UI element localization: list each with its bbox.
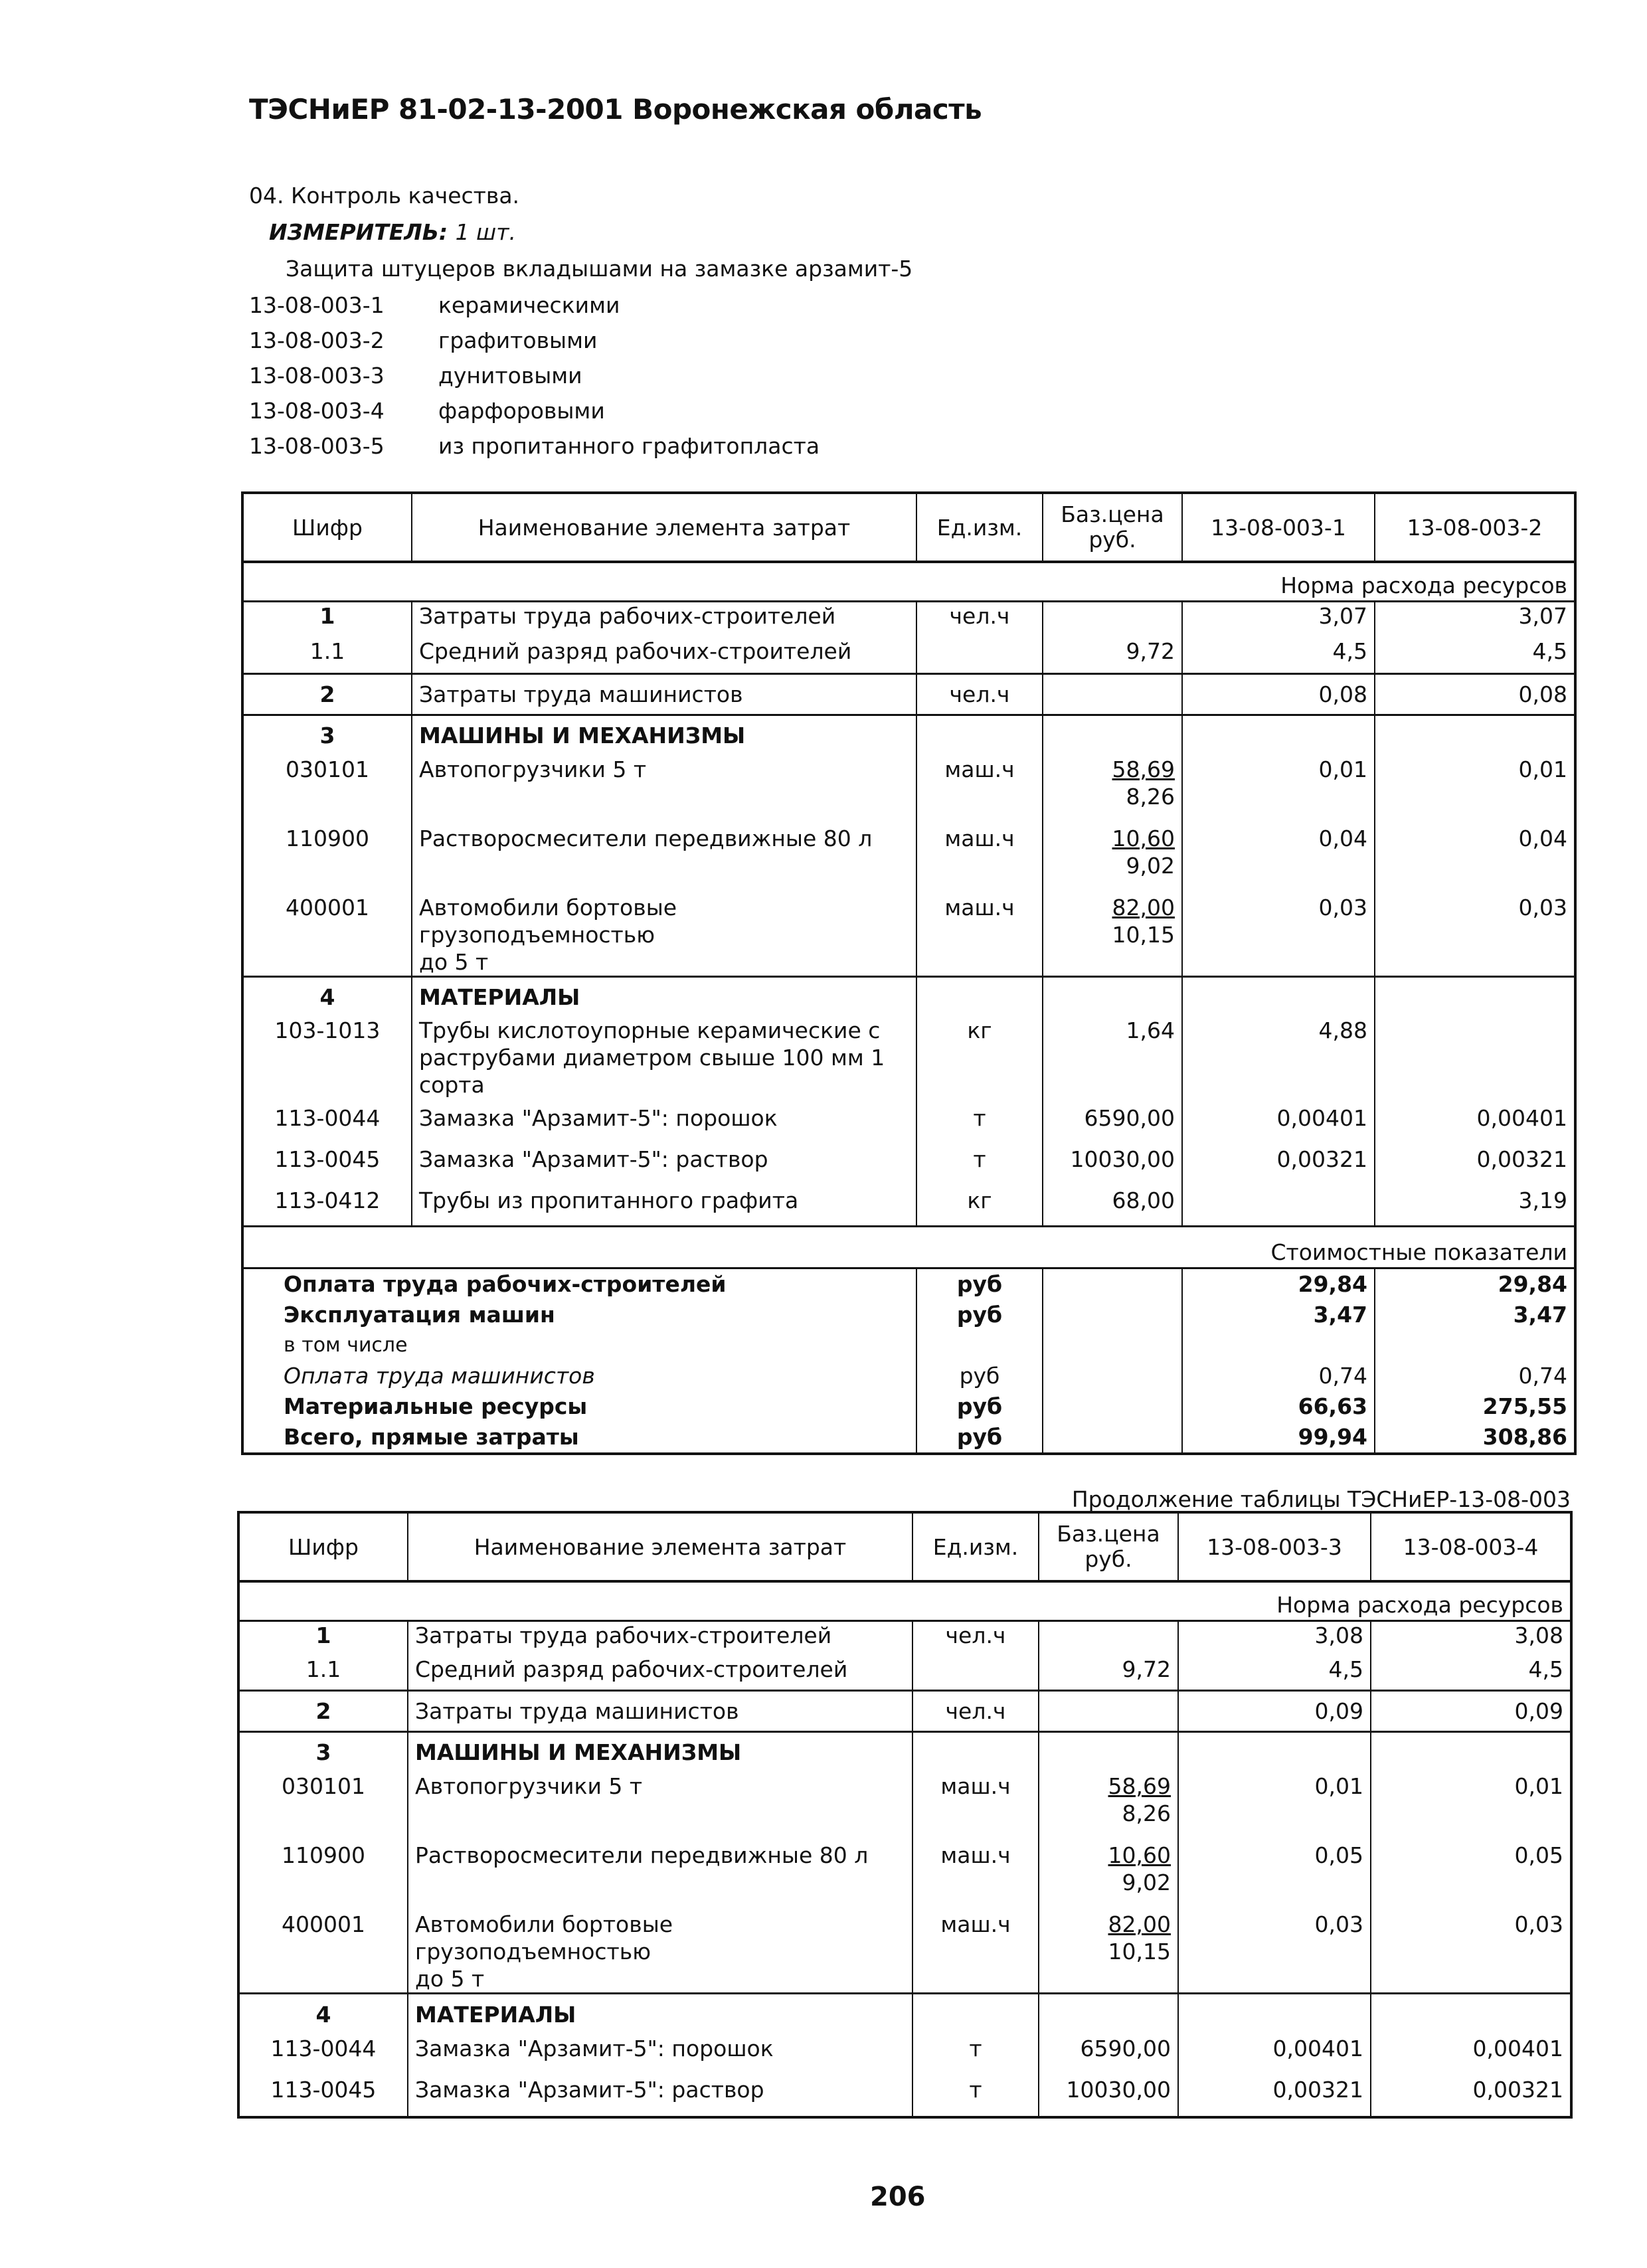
price-operation: 58,69: [1108, 1773, 1171, 1799]
cost-name: в том числе: [284, 1334, 408, 1357]
measurer: [269, 219, 516, 245]
name-line: Автомобили бортовые грузоподъемностью: [415, 1911, 673, 1964]
col-header-name: Наименование элемента затрат: [412, 493, 916, 562]
price-operation: 58,69: [1112, 756, 1175, 782]
cell-a: 0,00321: [1178, 2076, 1371, 2117]
table-row: [238, 1911, 1571, 1994]
code-item: [249, 327, 820, 363]
price-wage: 9,02: [1122, 1870, 1171, 1895]
cell-b: 0,03: [1371, 1911, 1571, 1994]
cell-b: 3,07: [1375, 602, 1575, 630]
cost-name: Эксплуатация машин: [284, 1302, 555, 1328]
price-wage: 8,26: [1122, 1800, 1171, 1826]
norm-row: [242, 562, 1575, 602]
cell-b: 0,01: [1375, 756, 1575, 825]
cell-price: [1043, 825, 1182, 894]
cell-unit: руб: [916, 1391, 1043, 1422]
cell-unit: чел.ч: [912, 1690, 1039, 1731]
cell-unit: руб: [916, 1268, 1043, 1300]
cell-a: 4,5: [1182, 630, 1375, 673]
cell-a: 4,88: [1182, 1017, 1375, 1104]
cell-a: 0,01: [1182, 756, 1375, 825]
cell-name: Затраты труда машинистов: [412, 673, 916, 715]
cell-a: 0,09: [1178, 1690, 1371, 1731]
cell-name: МАШИНЫ И МЕХАНИЗМЫ: [408, 1731, 912, 1773]
cell-code: 110900: [282, 1842, 365, 1868]
code-name: фарфоровыми: [438, 398, 605, 424]
cell-unit: маш.ч: [916, 756, 1043, 825]
price-operation: 82,00: [1112, 895, 1175, 920]
cell-b: 0,00321: [1375, 1146, 1575, 1187]
cell-b: 0,00401: [1371, 2035, 1571, 2076]
cell-b: 0,00401: [1375, 1104, 1575, 1146]
work-description: Защита штуцеров вкладышами на замазке арзамит-5: [286, 256, 913, 282]
table-header-row: [238, 1512, 1571, 1581]
table-header-row: [242, 493, 1575, 562]
cell-code: 030101: [282, 1773, 365, 1799]
cell-code: 113-0044: [274, 1104, 381, 1131]
price-operation: 82,00: [1108, 1911, 1171, 1937]
cell-a: 0,00401: [1178, 2035, 1371, 2076]
cell-name: Затраты труда рабочих-строителей: [412, 602, 916, 630]
code-id: 13-08-003-2: [249, 327, 385, 353]
cell-code: 110900: [286, 826, 369, 851]
table-row: [242, 715, 1575, 756]
cell-price: [1043, 756, 1182, 825]
cell-price: [1043, 673, 1182, 715]
cell-price: [1043, 602, 1182, 630]
cell-a: 0,00401: [1182, 1104, 1375, 1146]
cost-name: Оплата труда рабочих-строителей: [284, 1271, 727, 1297]
cell-code: 1: [319, 603, 335, 629]
cell-a: 0,03: [1182, 894, 1375, 977]
table-row: [242, 894, 1575, 977]
price-wage: 8,26: [1126, 784, 1175, 810]
table-row: [238, 2035, 1571, 2076]
cost-label: Стоимостные показатели: [242, 1227, 1575, 1268]
table-row: [242, 1017, 1575, 1104]
cell-name: МАШИНЫ И МЕХАНИЗМЫ: [412, 715, 916, 756]
cell-price: [1039, 1621, 1178, 1650]
code-id: 13-08-003-4: [249, 398, 385, 424]
cell-b: 0,01: [1371, 1773, 1571, 1842]
cell-name: Средний разряд рабочих-строителей: [412, 630, 916, 673]
cell-name: Растворосмесители передвижные 80 л: [408, 1842, 912, 1911]
cell-unit: т: [912, 2076, 1039, 2117]
cell-name: Замазка "Арзамит-5": раствор: [412, 1146, 916, 1187]
cell-a: [1182, 1187, 1375, 1227]
table-row: [238, 1842, 1571, 1911]
table-row: [242, 1104, 1575, 1146]
col-header-b: 13-08-003-2: [1375, 493, 1575, 562]
cell-name: Замазка "Арзамит-5": порошок: [412, 1104, 916, 1146]
name-line: раструбами диаметром свыше 100 мм 1: [419, 1044, 885, 1071]
cell-a: 0,03: [1178, 1911, 1371, 1994]
cell-code: 400001: [282, 1911, 365, 1937]
table-row: [238, 2076, 1571, 2117]
price-operation: 10,60: [1112, 826, 1175, 851]
table-row: [242, 1146, 1575, 1187]
cell-unit: маш.ч: [916, 894, 1043, 977]
col-header-name: Наименование элемента затрат: [408, 1512, 912, 1581]
price-wage: 10,15: [1108, 1939, 1171, 1964]
cell-price: 1,64: [1043, 1017, 1182, 1104]
cell-b: 29,84: [1375, 1268, 1575, 1300]
cell-b: 3,47: [1375, 1300, 1575, 1330]
price-wage: 9,02: [1126, 853, 1175, 879]
price-unit-label: руб.: [1084, 1546, 1132, 1572]
name-line: до 5 т: [419, 949, 489, 975]
cell-code: 2: [242, 673, 412, 715]
cell-b: 4,5: [1375, 630, 1575, 673]
cell-unit: кг: [916, 1187, 1043, 1227]
cell-b: 308,86: [1375, 1422, 1575, 1454]
name-line: Трубы кислотоупорные керамические с: [419, 1017, 881, 1043]
cell-b: 0,74: [1375, 1361, 1575, 1391]
code-id: 13-08-003-5: [249, 433, 385, 459]
cell-price: [1039, 1773, 1178, 1842]
code-id: 13-08-003-1: [249, 292, 385, 318]
cell-code: 400001: [286, 895, 369, 920]
document-header: ТЭСНиЕР 81-02-13-2001 Воронежская область: [249, 93, 982, 126]
cell-name: Автопогрузчики 5 т: [408, 1773, 912, 1842]
cell-code: 3: [238, 1731, 408, 1773]
cost-row: [242, 1361, 1575, 1391]
cell-name: МАТЕРИАЛЫ: [408, 1994, 912, 2035]
cell-code: 113-0045: [270, 2076, 377, 2103]
norm-label: Норма расхода ресурсов: [242, 562, 1575, 602]
cell-a: 66,63: [1182, 1391, 1375, 1422]
cell-unit: маш.ч: [912, 1842, 1039, 1911]
cell-b: 3,19: [1375, 1187, 1575, 1227]
table-row: [242, 630, 1575, 673]
cell-price: 9,72: [1039, 1649, 1178, 1690]
cell-b: 4,5: [1371, 1649, 1571, 1690]
measurer-unit: 1 шт.: [455, 219, 516, 245]
table-row: [238, 1649, 1571, 1690]
cell-code: 4: [238, 1994, 408, 2035]
price-label: Баз.цена: [1057, 1521, 1160, 1547]
section-title: 04. Контроль качества.: [249, 183, 520, 209]
price-label: Баз.цена: [1061, 501, 1164, 527]
table-row: [242, 1187, 1575, 1227]
cell-unit: кг: [916, 1017, 1043, 1104]
cell-b: 3,08: [1371, 1621, 1571, 1650]
resource-table-2: [237, 1511, 1573, 2119]
table-row: [238, 1773, 1571, 1842]
cell-price: 9,72: [1043, 630, 1182, 673]
cell-b: 0,09: [1371, 1690, 1571, 1731]
name-line: сорта: [419, 1071, 485, 1098]
cell-price: [1039, 1842, 1178, 1911]
resource-table-1: [241, 491, 1577, 1455]
table-row: [238, 1621, 1571, 1650]
cost-row: [242, 1391, 1575, 1422]
cell-a: 0,00321: [1182, 1146, 1375, 1187]
cell-a: 0,08: [1182, 673, 1375, 715]
code-name: графитовыми: [438, 327, 598, 353]
cell-a: 29,84: [1182, 1268, 1375, 1300]
name-line: до 5 т: [415, 1966, 485, 1992]
table-row: [238, 1731, 1571, 1773]
code-item: [249, 398, 820, 433]
cost-row: [242, 1268, 1575, 1300]
col-header-a: 13-08-003-3: [1178, 1512, 1371, 1581]
norm-label: Норма расхода ресурсов: [238, 1581, 1571, 1621]
cell-name: [408, 1911, 912, 1994]
cell-a: 0,04: [1182, 825, 1375, 894]
cell-name: [412, 1017, 916, 1104]
cell-price: 68,00: [1043, 1187, 1182, 1227]
cell-price: [1039, 1911, 1178, 1994]
cell-name: Затраты труда рабочих-строителей: [408, 1621, 912, 1650]
cell-name: Средний разряд рабочих-строителей: [408, 1649, 912, 1690]
cell-name: Автопогрузчики 5 т: [412, 756, 916, 825]
cell-name: [412, 894, 916, 977]
cell-price: [1043, 894, 1182, 977]
code-list: [249, 292, 820, 468]
cell-name: Трубы из пропитанного графита: [412, 1187, 916, 1227]
measurer-label: ИЗМЕРИТЕЛЬ:: [269, 219, 448, 245]
col-header-code: Шифр: [242, 493, 412, 562]
cell-unit: т: [916, 1104, 1043, 1146]
cell-b: 0,05: [1371, 1842, 1571, 1911]
col-header-unit: Ед.изм.: [916, 493, 1043, 562]
table-row: [242, 673, 1575, 715]
price-wage: 10,15: [1112, 922, 1175, 948]
table-row: [242, 977, 1575, 1017]
cell-name: Замазка "Арзамит-5": раствор: [408, 2076, 912, 2117]
cell-unit: маш.ч: [912, 1911, 1039, 1994]
code-name: из пропитанного графитопласта: [438, 433, 820, 459]
col-header-code: Шифр: [238, 1512, 408, 1581]
cost-name: Оплата труда машинистов: [284, 1363, 595, 1389]
cell-a: 99,94: [1182, 1422, 1375, 1454]
code-id: 13-08-003-3: [249, 363, 385, 389]
col-header-a: 13-08-003-1: [1182, 493, 1375, 562]
cell-a: 0,74: [1182, 1361, 1375, 1391]
cell-code: 1: [315, 1622, 331, 1648]
cost-label-row: [242, 1227, 1575, 1268]
price-unit-label: руб.: [1088, 527, 1136, 553]
cell-b: 0,08: [1375, 673, 1575, 715]
cell-code: 1.1: [305, 1656, 341, 1682]
cell-b: 0,04: [1375, 825, 1575, 894]
col-header-price: [1039, 1512, 1178, 1581]
cell-code: 3: [242, 715, 412, 756]
cell-code: 2: [238, 1690, 408, 1731]
col-header-unit: Ед.изм.: [912, 1512, 1039, 1581]
cell-code: 103-1013: [274, 1017, 381, 1043]
cost-row: [242, 1330, 1575, 1361]
cell-unit: [916, 630, 1043, 673]
cell-unit: маш.ч: [916, 825, 1043, 894]
code-item: [249, 292, 820, 327]
cell-unit: т: [916, 1146, 1043, 1187]
table-row: [238, 1994, 1571, 2035]
cost-name: Материальные ресурсы: [284, 1393, 588, 1419]
cell-unit: чел.ч: [916, 673, 1043, 715]
cell-name: МАТЕРИАЛЫ: [412, 977, 916, 1017]
cell-code: 030101: [286, 756, 369, 782]
cell-a: 0,05: [1178, 1842, 1371, 1911]
table-row: [238, 1690, 1571, 1731]
cell-a: 4,5: [1178, 1649, 1371, 1690]
cell-price: 10030,00: [1039, 2076, 1178, 2117]
code-item: [249, 363, 820, 398]
cell-code: 113-0044: [270, 2035, 377, 2061]
cell-price: 6590,00: [1043, 1104, 1182, 1146]
cell-unit: [912, 1649, 1039, 1690]
cell-unit: чел.ч: [912, 1621, 1039, 1650]
cell-unit: т: [912, 2035, 1039, 2076]
cell-name: Растворосмесители передвижные 80 л: [412, 825, 916, 894]
cell-code: 113-0045: [274, 1146, 381, 1172]
table-row: [242, 602, 1575, 630]
cell-b: 0,00321: [1371, 2076, 1571, 2117]
cell-unit: руб: [916, 1422, 1043, 1454]
cell-code: 4: [242, 977, 412, 1017]
price-operation: 10,60: [1108, 1842, 1171, 1868]
cell-code: 1.1: [309, 638, 345, 664]
cell-b: 275,55: [1375, 1391, 1575, 1422]
cell-a: 3,47: [1182, 1300, 1375, 1330]
cost-row: [242, 1422, 1575, 1454]
cell-code: 113-0412: [274, 1187, 381, 1213]
col-header-b: 13-08-003-4: [1371, 1512, 1571, 1581]
cell-name: Затраты труда машинистов: [408, 1690, 912, 1731]
cell-price: [1039, 1690, 1178, 1731]
cell-unit: маш.ч: [912, 1773, 1039, 1842]
cost-name: Всего, прямые затраты: [284, 1424, 579, 1450]
cell-unit: руб: [916, 1361, 1043, 1391]
cell-b: 0,03: [1375, 894, 1575, 977]
table-row: [242, 825, 1575, 894]
cell-a: 0,01: [1178, 1773, 1371, 1842]
continuation-title: Продолжение таблицы ТЭСНиЕР-13-08-003: [1071, 1486, 1571, 1512]
code-item: [249, 433, 820, 468]
code-name: керамическими: [438, 292, 620, 318]
table-row: [242, 756, 1575, 825]
cell-a: 3,07: [1182, 602, 1375, 630]
cell-a: 3,08: [1178, 1621, 1371, 1650]
cell-unit: чел.ч: [916, 602, 1043, 630]
cell-price: 10030,00: [1043, 1146, 1182, 1187]
cost-row: [242, 1300, 1575, 1330]
code-name: дунитовыми: [438, 363, 582, 389]
cell-price: 6590,00: [1039, 2035, 1178, 2076]
page-number: 206: [870, 2182, 926, 2212]
col-header-price: [1043, 493, 1182, 562]
cell-name: Замазка "Арзамит-5": порошок: [408, 2035, 912, 2076]
name-line: Автомобили бортовые грузоподъемностью: [419, 895, 677, 948]
norm-row: [238, 1581, 1571, 1621]
cell-unit: руб: [916, 1300, 1043, 1330]
cell-b: [1375, 1017, 1575, 1104]
